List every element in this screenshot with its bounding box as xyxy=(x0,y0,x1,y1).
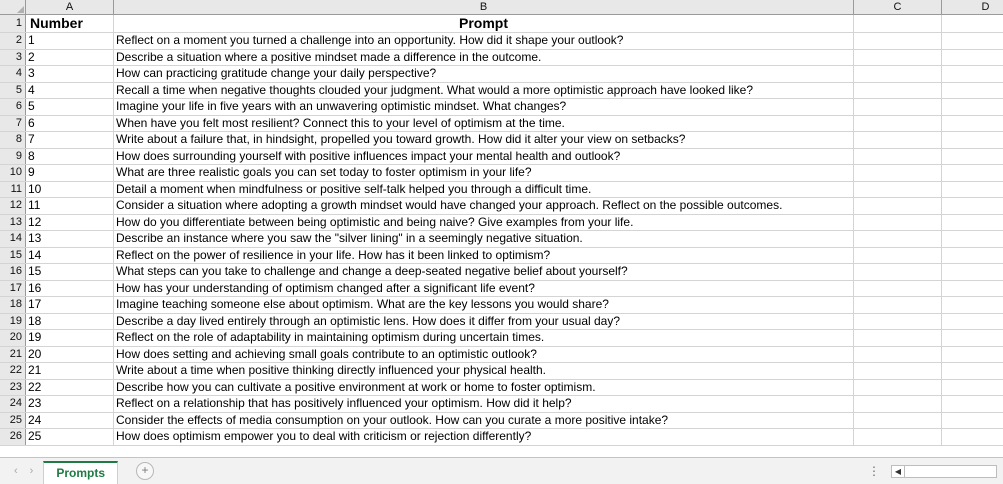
cell-a1[interactable] xyxy=(26,15,114,32)
table-row[interactable] xyxy=(0,182,1003,199)
cell-text: 8 xyxy=(28,148,35,163)
cell-d19[interactable] xyxy=(942,314,1003,330)
cell-b14[interactable] xyxy=(114,231,854,247)
cell-text: What steps can you take to challenge and change a deep-seated negative belief about yourself? xyxy=(116,264,628,278)
cell-b1[interactable] xyxy=(114,15,854,32)
cell-d26[interactable] xyxy=(942,429,1003,445)
cell-text: 2 xyxy=(28,49,35,64)
row-header[interactable]: 18 xyxy=(0,297,26,313)
more-options-icon[interactable]: ⋮ xyxy=(868,464,881,478)
table-row[interactable] xyxy=(0,116,1003,133)
row-header[interactable]: 26 xyxy=(0,429,26,445)
sheet-nav-buttons xyxy=(0,466,43,477)
table-row[interactable] xyxy=(0,248,1003,265)
cell-a5[interactable] xyxy=(26,83,114,99)
cell-b6[interactable] xyxy=(114,99,854,115)
row-header[interactable]: 21 xyxy=(0,347,26,363)
row-header[interactable]: 19 xyxy=(0,314,26,330)
row-header[interactable]: 23 xyxy=(0,380,26,396)
cell-c25[interactable] xyxy=(854,413,942,429)
cell-c22[interactable] xyxy=(854,363,942,379)
cell-text: How does setting and achieving small goals contribute to an optimistic outlook? xyxy=(116,346,537,361)
row-header[interactable]: 24 xyxy=(0,396,26,412)
cell-text: Reflect on a moment you turned a challenge into an opportunity. How did it shape your outlook? xyxy=(116,33,624,47)
row-header[interactable]: 3 xyxy=(0,50,26,66)
cell-a7[interactable] xyxy=(26,116,114,132)
cell-text: 9 xyxy=(28,165,35,179)
cell-text: Recall a time when negative thoughts clouded your judgment. What would a more optimistic approach have looked like? xyxy=(116,82,754,97)
cell-d22[interactable] xyxy=(942,363,1003,379)
cell-text: 5 xyxy=(28,99,35,113)
row-header[interactable]: 25 xyxy=(0,413,26,429)
table-row[interactable] xyxy=(0,413,1003,430)
cell-c16[interactable] xyxy=(854,264,942,280)
cell-text: Describe a day lived entirely through an optimistic lens. How does it differ from your usual day? xyxy=(116,313,621,328)
row-header[interactable]: 8 xyxy=(0,132,26,148)
cell-b2[interactable] xyxy=(114,33,854,49)
table-row[interactable] xyxy=(0,281,1003,298)
table-row[interactable] xyxy=(0,330,1003,347)
cell-d25[interactable] xyxy=(942,413,1003,429)
column-header-c[interactable]: C xyxy=(854,0,942,14)
cell-text: How do you differentiate between being optimistic and being naive? Give examples from your life. xyxy=(116,214,634,229)
cell-b25[interactable] xyxy=(114,413,854,429)
cell-c21[interactable] xyxy=(854,347,942,363)
row-header[interactable]: 13 xyxy=(0,215,26,231)
cell-d7[interactable] xyxy=(942,116,1003,132)
cell-d1[interactable] xyxy=(942,15,1003,32)
column-header-row xyxy=(0,0,1003,15)
cell-text: Write about a failure that, in hindsight, propelled you toward growth. How did it alter your view on setbacks? xyxy=(116,132,686,146)
cell-text: 21 xyxy=(28,363,42,377)
cell-text: How can practicing gratitude change your daily perspective? xyxy=(116,66,437,80)
scroll-track[interactable] xyxy=(905,465,997,478)
cell-b7[interactable] xyxy=(114,116,854,132)
cell-text: Detail a moment when mindfulness or positive self-talk helped you through a difficult time. xyxy=(116,181,592,196)
cell-d11[interactable] xyxy=(942,182,1003,198)
cell-b12[interactable] xyxy=(114,198,854,214)
cell-text: 23 xyxy=(28,396,42,410)
cell-d4[interactable] xyxy=(942,66,1003,82)
cell-text: 24 xyxy=(28,412,42,427)
cell-text: Reflect on the power of resilience in your life. How has it been linked to optimism? xyxy=(116,247,551,262)
sheet-tab-prompts[interactable]: Prompts xyxy=(43,461,118,484)
row-header[interactable]: 6 xyxy=(0,99,26,115)
table-row[interactable] xyxy=(0,33,1003,50)
table-row[interactable] xyxy=(0,380,1003,397)
cell-d15[interactable] xyxy=(942,248,1003,264)
cell-text: Reflect on a relationship that has positively influenced your optimism. How did it help? xyxy=(116,396,572,410)
cell-a12[interactable] xyxy=(26,198,114,214)
cell-text: 22 xyxy=(28,379,42,394)
cell-text: 14 xyxy=(28,247,42,262)
cell-a3[interactable] xyxy=(26,50,114,66)
cell-a22[interactable] xyxy=(26,363,114,379)
prev-sheet-icon[interactable]: ‹ xyxy=(14,464,18,477)
cell-text: 16 xyxy=(28,280,42,295)
select-all-corner[interactable] xyxy=(0,0,26,14)
cell-d12[interactable] xyxy=(942,198,1003,214)
cell-d23[interactable] xyxy=(942,380,1003,396)
table-row[interactable] xyxy=(0,198,1003,215)
cell-d18[interactable] xyxy=(942,297,1003,313)
cell-c4[interactable] xyxy=(854,66,942,82)
cell-c2[interactable] xyxy=(854,33,942,49)
cell-a13[interactable] xyxy=(26,215,114,231)
cell-c19[interactable] xyxy=(854,314,942,330)
cell-b17[interactable] xyxy=(114,281,854,297)
row-header[interactable]: 10 xyxy=(0,165,26,181)
cell-d14[interactable] xyxy=(942,231,1003,247)
row-header[interactable]: 2 xyxy=(0,33,26,49)
row-header[interactable]: 22 xyxy=(0,363,26,379)
cell-a21[interactable] xyxy=(26,347,114,363)
table-row[interactable] xyxy=(0,66,1003,83)
cell-text: Imagine your life in five years with an unwavering optimistic mindset. What changes? xyxy=(116,99,567,113)
cell-b9[interactable] xyxy=(114,149,854,165)
cell-b5[interactable] xyxy=(114,83,854,99)
cell-d24[interactable] xyxy=(942,396,1003,412)
table-row[interactable] xyxy=(0,429,1003,446)
cell-c9[interactable] xyxy=(854,149,942,165)
horizontal-scrollbar[interactable] xyxy=(891,465,997,478)
cell-text: Number xyxy=(30,15,83,31)
cell-a23[interactable] xyxy=(26,380,114,396)
cell-text: Prompt xyxy=(459,15,508,31)
cell-c18[interactable] xyxy=(854,297,942,313)
cell-text: Describe how you can cultivate a positive environment at work or home to foster optimism. xyxy=(116,379,596,394)
cell-a11[interactable] xyxy=(26,182,114,198)
cell-a20[interactable] xyxy=(26,330,114,346)
cell-text: How has your understanding of optimism changed after a significant life event? xyxy=(116,280,535,295)
row-header[interactable]: 4 xyxy=(0,66,26,82)
row-header[interactable]: 16 xyxy=(0,264,26,280)
cell-c13[interactable] xyxy=(854,215,942,231)
cell-c7[interactable] xyxy=(854,116,942,132)
cell-c26[interactable] xyxy=(854,429,942,445)
cell-d20[interactable] xyxy=(942,330,1003,346)
cell-b10[interactable] xyxy=(114,165,854,181)
cell-a2[interactable] xyxy=(26,33,114,49)
cell-text: When have you felt most resilient? Connect this to your level of optimism at the time. xyxy=(116,115,565,130)
column-header-b[interactable]: B xyxy=(114,0,854,14)
cell-text: 12 xyxy=(28,214,42,229)
cell-b23[interactable] xyxy=(114,380,854,396)
cell-c24[interactable] xyxy=(854,396,942,412)
cell-b11[interactable] xyxy=(114,182,854,198)
cell-text: Imagine teaching someone else about optimism. What are the key lessons you would share? xyxy=(116,297,609,311)
cell-a17[interactable] xyxy=(26,281,114,297)
cell-d10[interactable] xyxy=(942,165,1003,181)
cell-c8[interactable] xyxy=(854,132,942,148)
cell-a16[interactable] xyxy=(26,264,114,280)
cell-d6[interactable] xyxy=(942,99,1003,115)
cell-text: 17 xyxy=(28,297,42,311)
cell-b22[interactable] xyxy=(114,363,854,379)
cell-d3[interactable] xyxy=(942,50,1003,66)
cell-c23[interactable] xyxy=(854,380,942,396)
cell-text: 18 xyxy=(28,313,42,328)
cell-text: 20 xyxy=(28,346,42,361)
cell-a19[interactable] xyxy=(26,314,114,330)
cell-d9[interactable] xyxy=(942,149,1003,165)
cell-d16[interactable] xyxy=(942,264,1003,280)
cell-text: 1 xyxy=(28,33,35,47)
column-header-a[interactable]: A xyxy=(26,0,114,14)
table-row[interactable] xyxy=(0,132,1003,149)
cell-c10[interactable] xyxy=(854,165,942,181)
cell-a8[interactable] xyxy=(26,132,114,148)
scroll-left-icon[interactable]: ◀ xyxy=(891,465,905,478)
cell-text: How does optimism empower you to deal with criticism or rejection differently? xyxy=(116,429,532,443)
sheet-tab-bar xyxy=(0,457,1003,484)
cell-c3[interactable] xyxy=(854,50,942,66)
cell-c11[interactable] xyxy=(854,182,942,198)
cell-text: 25 xyxy=(28,429,42,443)
cell-b26[interactable] xyxy=(114,429,854,445)
cell-text: 6 xyxy=(28,115,35,130)
cell-d13[interactable] xyxy=(942,215,1003,231)
row-header[interactable]: 7 xyxy=(0,116,26,132)
add-sheet-icon[interactable]: + xyxy=(136,462,154,480)
table-row[interactable] xyxy=(0,363,1003,380)
cell-c17[interactable] xyxy=(854,281,942,297)
cell-c6[interactable] xyxy=(854,99,942,115)
table-row[interactable] xyxy=(0,99,1003,116)
cell-a4[interactable] xyxy=(26,66,114,82)
cell-a14[interactable] xyxy=(26,231,114,247)
row-header[interactable]: 20 xyxy=(0,330,26,346)
cell-b20[interactable] xyxy=(114,330,854,346)
cell-b8[interactable] xyxy=(114,132,854,148)
cell-b4[interactable] xyxy=(114,66,854,82)
cell-text: 15 xyxy=(28,264,42,278)
cell-c15[interactable] xyxy=(854,248,942,264)
table-row[interactable] xyxy=(0,264,1003,281)
table-row[interactable] xyxy=(0,83,1003,100)
cell-a9[interactable] xyxy=(26,149,114,165)
cell-text: Describe a situation where a positive mindset made a difference in the outcome. xyxy=(116,49,542,64)
cell-a18[interactable] xyxy=(26,297,114,313)
cell-d21[interactable] xyxy=(942,347,1003,363)
cell-c20[interactable] xyxy=(854,330,942,346)
cell-text: Reflect on the role of adaptability in maintaining optimism during uncertain times. xyxy=(116,330,545,344)
cell-b13[interactable] xyxy=(114,215,854,231)
cell-b19[interactable] xyxy=(114,314,854,330)
row-header[interactable]: 15 xyxy=(0,248,26,264)
table-row[interactable] xyxy=(0,15,1003,33)
cell-b3[interactable] xyxy=(114,50,854,66)
cell-text: 3 xyxy=(28,66,35,80)
cell-text: What are three realistic goals you can set today to foster optimism in your life? xyxy=(116,165,532,179)
cell-a26[interactable] xyxy=(26,429,114,445)
row-header[interactable]: 5 xyxy=(0,83,26,99)
column-header-d[interactable]: D xyxy=(942,0,1003,14)
row-header[interactable]: 11 xyxy=(0,182,26,198)
cell-c1[interactable] xyxy=(854,15,942,32)
table-row[interactable] xyxy=(0,347,1003,364)
next-sheet-icon[interactable]: › xyxy=(29,464,34,477)
table-row[interactable] xyxy=(0,215,1003,232)
cell-text: 10 xyxy=(28,181,42,196)
cell-d5[interactable] xyxy=(942,83,1003,99)
cell-text: Consider the effects of media consumption on your outlook. How can you curate a more positive intake? xyxy=(116,412,669,427)
cell-text: How does surrounding yourself with positive influences impact your mental health and outlook? xyxy=(116,148,621,163)
row-header[interactable]: 14 xyxy=(0,231,26,247)
cell-b15[interactable] xyxy=(114,248,854,264)
cell-text: 4 xyxy=(28,82,35,97)
cell-grid xyxy=(0,15,1003,455)
row-header[interactable]: 12 xyxy=(0,198,26,214)
cell-c12[interactable] xyxy=(854,198,942,214)
table-row[interactable] xyxy=(0,396,1003,413)
table-row[interactable] xyxy=(0,149,1003,166)
cell-text: Consider a situation where adopting a growth mindset would have changed your approach. Reflect on the possible outcomes. xyxy=(116,198,783,212)
table-row[interactable] xyxy=(0,297,1003,314)
cell-text: 13 xyxy=(28,231,42,245)
cell-c14[interactable] xyxy=(854,231,942,247)
cell-text: Describe an instance where you saw the "silver lining" in a seemingly negative situation. xyxy=(116,231,583,245)
row-header[interactable]: 17 xyxy=(0,281,26,297)
cell-text: 11 xyxy=(28,198,41,212)
table-row[interactable] xyxy=(0,50,1003,67)
cell-b24[interactable] xyxy=(114,396,854,412)
table-row[interactable] xyxy=(0,314,1003,331)
cell-d2[interactable] xyxy=(942,33,1003,49)
cell-a10[interactable] xyxy=(26,165,114,181)
cell-text: 19 xyxy=(28,330,42,344)
cell-a6[interactable] xyxy=(26,99,114,115)
cell-d17[interactable] xyxy=(942,281,1003,297)
cell-b21[interactable] xyxy=(114,347,854,363)
cell-text: Write about a time when positive thinking directly influenced your physical health. xyxy=(116,363,547,377)
table-row[interactable] xyxy=(0,165,1003,182)
cell-a25[interactable] xyxy=(26,413,114,429)
cell-b18[interactable] xyxy=(114,297,854,313)
cell-text: 7 xyxy=(28,132,35,146)
cell-c5[interactable] xyxy=(854,83,942,99)
row-header[interactable]: 1 xyxy=(0,15,26,32)
row-header[interactable]: 9 xyxy=(0,149,26,165)
cell-d8[interactable] xyxy=(942,132,1003,148)
cell-a24[interactable] xyxy=(26,396,114,412)
cell-b16[interactable] xyxy=(114,264,854,280)
cell-a15[interactable] xyxy=(26,248,114,264)
table-row[interactable] xyxy=(0,231,1003,248)
